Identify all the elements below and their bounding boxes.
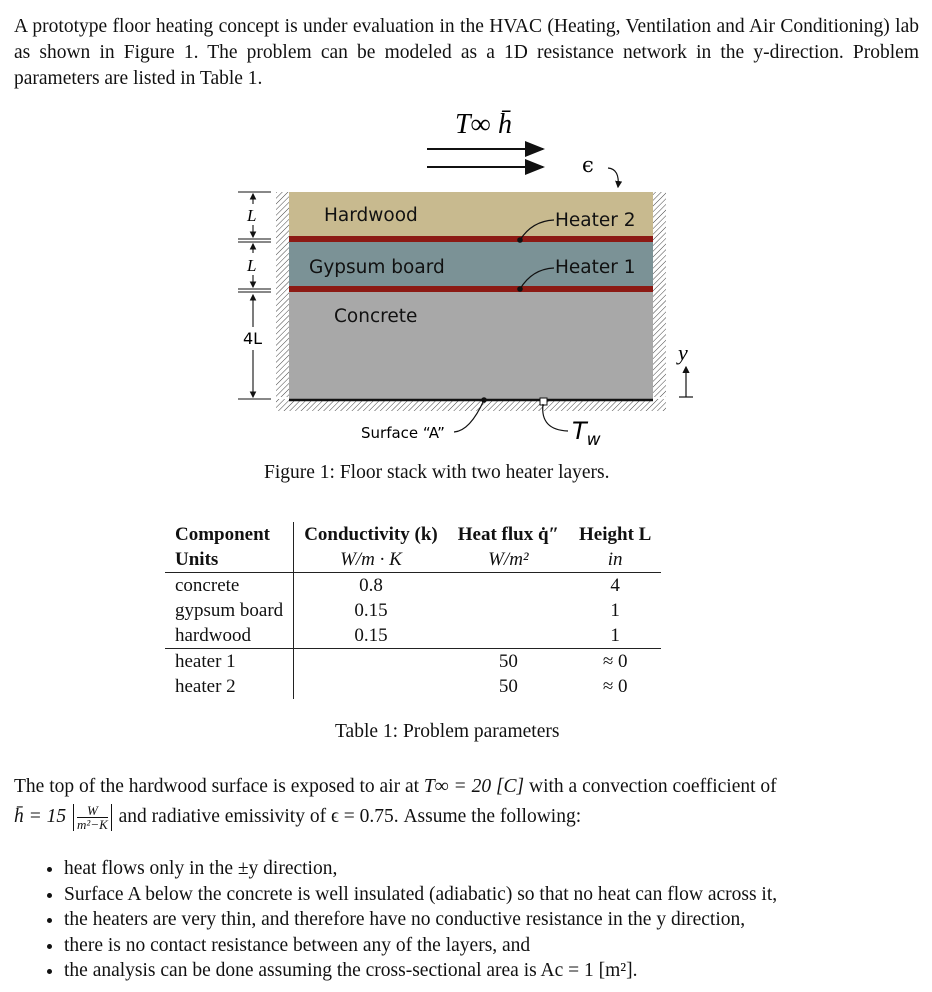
row-component: hardwood bbox=[165, 623, 294, 649]
figure-caption: Figure 1: Floor stack with two heater layers. bbox=[264, 462, 610, 483]
y-axis-label: y bbox=[678, 340, 688, 365]
table-row bbox=[165, 573, 661, 599]
list-item: • the heaters are very thin, and therefore have no conductive resistance in the y direction, bbox=[64, 907, 932, 933]
row-q: 50 bbox=[498, 676, 518, 697]
row-L: 1 bbox=[610, 600, 620, 621]
header-conductivity: Conductivity (k) bbox=[304, 524, 438, 545]
table-row bbox=[165, 623, 661, 649]
row-k: 0.8 bbox=[359, 575, 383, 596]
parameters-table bbox=[165, 522, 661, 699]
list-item: • heat flows only in the ±y direction, bbox=[64, 856, 932, 882]
table-row bbox=[165, 598, 661, 623]
body-text-1: The top of the hardwood surface is exposed to air at bbox=[14, 776, 424, 797]
row-q: 50 bbox=[498, 651, 518, 672]
h-bar-label: h̄ bbox=[498, 109, 512, 140]
gypsum-label: Gypsum board bbox=[309, 257, 445, 278]
surface-a-label: Surface “A” bbox=[361, 424, 445, 442]
list-item: • there is no contact resistance between any of the layers, and bbox=[64, 933, 932, 959]
emissivity-leader bbox=[608, 168, 618, 187]
body-paragraph bbox=[14, 772, 919, 832]
row-L: 4 bbox=[610, 575, 620, 596]
tw-sensor bbox=[540, 398, 547, 405]
intro-paragraph: A prototype floor heating concept is under evaluation in the HVAC (Heating, Ventilation and Air Conditioning) lab as shown in Figure 1. The problem can be modeled as a 1D resistance network in the y-direction. Problem parameters are listed in Table 1. bbox=[14, 16, 919, 89]
row-component: heater 1 bbox=[165, 649, 294, 675]
h-units bbox=[73, 804, 112, 831]
floor-stack-figure bbox=[0, 95, 932, 565]
table-row bbox=[165, 674, 661, 699]
row-component: heater 2 bbox=[165, 674, 294, 699]
row-L: 1 bbox=[569, 623, 661, 649]
heater-2-label: Heater 2 bbox=[555, 210, 636, 231]
dim-label-hardwood: L bbox=[247, 206, 257, 225]
row-q bbox=[448, 623, 569, 649]
t-inf-value: T∞ = 20 [C] bbox=[423, 776, 525, 797]
heater-2-layer bbox=[289, 236, 653, 242]
h-units-den: m²−K bbox=[77, 817, 108, 833]
concrete-label: Concrete bbox=[334, 306, 418, 327]
h-value: h̄ = 15 bbox=[14, 806, 67, 827]
list-item: • Surface A below the concrete is well insulated (adiabatic) so that no heat can flow across it, bbox=[64, 882, 932, 908]
table-caption: Table 1: Problem parameters bbox=[335, 721, 560, 742]
units-conductivity: W/m · K bbox=[294, 547, 448, 573]
row-component: gypsum board bbox=[165, 598, 294, 623]
units-label: Units bbox=[165, 547, 294, 573]
body-text-3: and radiative emissivity of ϵ = 0.75. Assume the following: bbox=[113, 806, 582, 827]
hardwood-label: Hardwood bbox=[324, 205, 418, 226]
heater-1-layer bbox=[289, 286, 653, 292]
units-heat-flux: W/m² bbox=[448, 547, 569, 573]
row-k bbox=[294, 674, 448, 699]
h-units-num: W bbox=[77, 804, 108, 818]
right-wall-hatch bbox=[653, 192, 666, 397]
heater-1-label: Heater 1 bbox=[555, 257, 636, 278]
row-k: 0.15 bbox=[294, 623, 448, 649]
header-height: Height L bbox=[579, 524, 652, 545]
list-item: • the analysis can be done assuming the cross-sectional area is Ac = 1 [m²]. bbox=[64, 958, 932, 984]
row-k: 0.15 bbox=[354, 600, 388, 621]
header-component: Component bbox=[165, 522, 294, 547]
left-wall-hatch bbox=[276, 192, 289, 397]
row-component: concrete bbox=[165, 573, 294, 599]
assumptions-list bbox=[38, 856, 932, 984]
row-q bbox=[448, 573, 569, 599]
body-text-2: with a convection coefficient of bbox=[524, 776, 777, 797]
emissivity-symbol: ϵ bbox=[582, 153, 594, 177]
row-L: ≈ 0 bbox=[602, 676, 628, 697]
units-height: in bbox=[569, 547, 661, 573]
tw-label: $T_w$ bbox=[572, 417, 601, 450]
row-L: ≈ 0 bbox=[602, 651, 628, 672]
t-inf-label: T∞ bbox=[455, 109, 491, 140]
row-k bbox=[294, 649, 448, 675]
row-q bbox=[448, 598, 569, 623]
header-heat-flux: Heat flux q̇″ bbox=[457, 524, 560, 545]
table-row bbox=[165, 649, 661, 675]
dim-label-gypsum: L bbox=[247, 256, 257, 275]
dim-label-concrete: 4L bbox=[243, 329, 263, 348]
